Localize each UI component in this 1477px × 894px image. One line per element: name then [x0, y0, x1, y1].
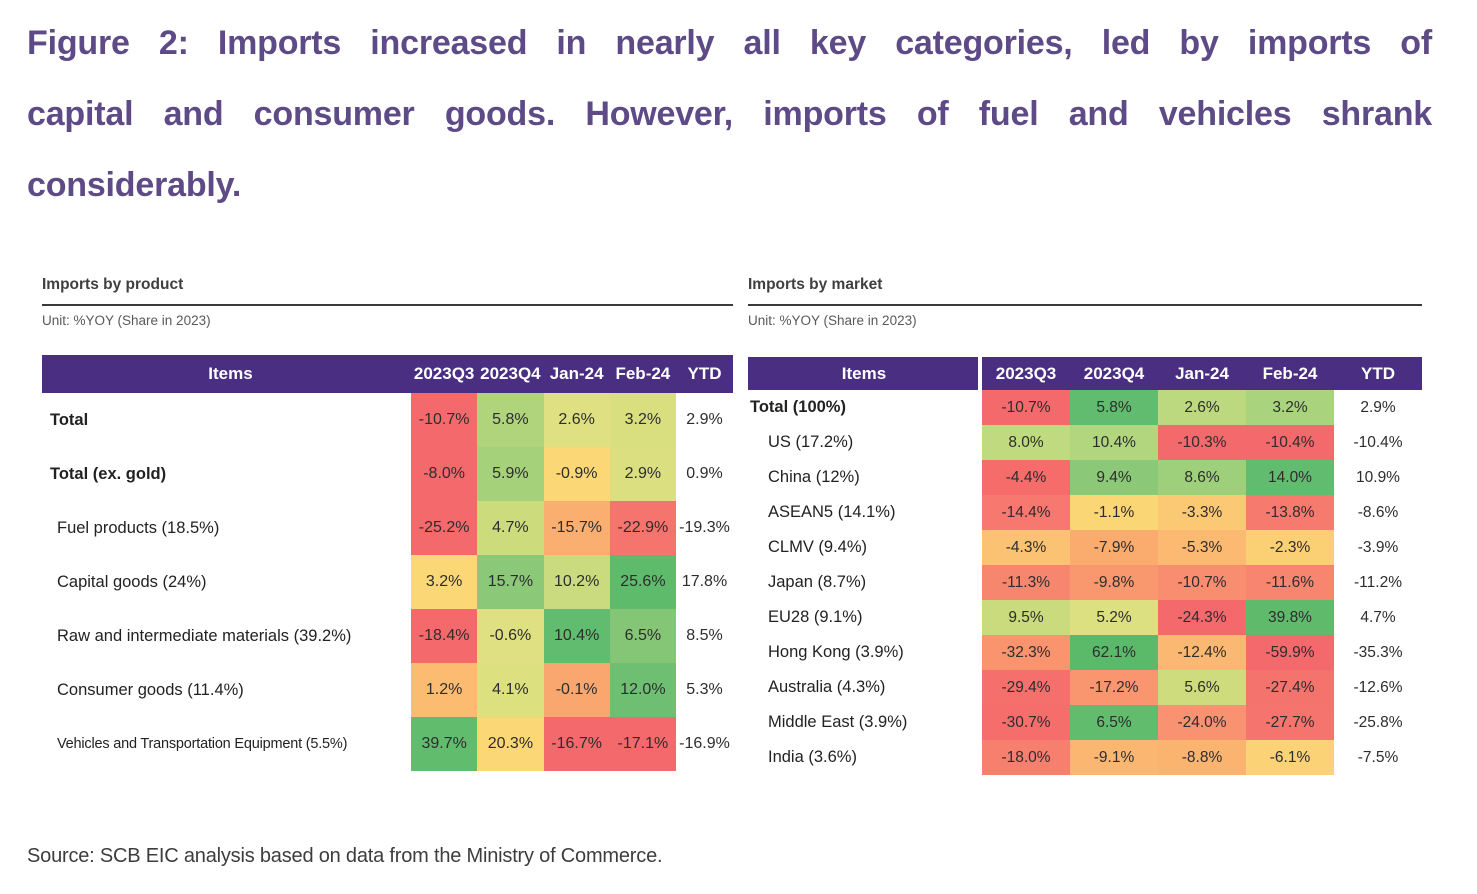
- heatmap-cell: 5.8%: [1070, 390, 1158, 425]
- ytd-value: -35.3%: [1353, 643, 1403, 661]
- row-label: Total: [50, 410, 89, 429]
- table-row: [42, 663, 733, 717]
- panel-heading: Imports by product: [42, 276, 733, 306]
- heatmap-cell: -10.4%: [1246, 425, 1334, 460]
- heatmap-cell: -9.1%: [1070, 740, 1158, 775]
- ytd-value: -3.9%: [1357, 538, 1399, 556]
- ytd-value: -7.5%: [1357, 748, 1399, 766]
- source-note: Source: SCB EIC analysis based on data from the Ministry of Commerce.: [27, 845, 663, 867]
- heatmap-cell: 15.7%: [477, 555, 543, 609]
- heatmap-cell: -13.8%: [1246, 495, 1334, 530]
- column-header: Jan-24: [549, 364, 604, 383]
- ytd-value: -12.6%: [1353, 678, 1403, 696]
- table-row: [748, 495, 1422, 530]
- table-row: [748, 670, 1422, 705]
- row-label: Japan (8.7%): [768, 573, 867, 591]
- heatmap-cell: -4.3%: [982, 530, 1070, 565]
- table-row: [42, 609, 733, 663]
- row-label: EU28 (9.1%): [768, 608, 863, 626]
- row-label: US (17.2%): [768, 433, 854, 451]
- row-label: Vehicles and Transportation Equipment (5.5%): [57, 736, 348, 752]
- heatmap-cell: -7.9%: [1070, 530, 1158, 565]
- heatmap-cell: 5.8%: [477, 393, 543, 447]
- heatmap-cell: 5.9%: [477, 447, 543, 501]
- heatmap-cell: 39.7%: [411, 717, 477, 771]
- ytd-value: -8.6%: [1357, 503, 1399, 521]
- heatmap-cell: -0.6%: [477, 609, 543, 663]
- heatmap-cell: 4.7%: [477, 501, 543, 555]
- heatmap-cell: -22.9%: [610, 501, 676, 555]
- heatmap-cell: -18.0%: [982, 740, 1070, 775]
- heatmap-cell: 6.5%: [610, 609, 676, 663]
- heatmap-cell: -17.1%: [610, 717, 676, 771]
- imports-by-market-table: [748, 357, 1422, 775]
- heatmap-cell: 2.9%: [610, 447, 676, 501]
- row-label: Consumer goods (11.4%): [57, 680, 244, 699]
- heatmap-cell: -1.1%: [1070, 495, 1158, 530]
- table-row: [748, 600, 1422, 635]
- heatmap-cell: 9.4%: [1070, 460, 1158, 495]
- ytd-value: -16.9%: [679, 735, 730, 752]
- table-row: [748, 530, 1422, 565]
- table-header-row: [748, 357, 1422, 390]
- heatmap-cell: -10.7%: [1158, 565, 1246, 600]
- heatmap-cell: -15.7%: [544, 501, 610, 555]
- ytd-value: -11.2%: [1354, 573, 1402, 591]
- figure-title-line-2: capital and consumer goods. However, imports of fuel and vehicles shrank: [27, 95, 1432, 133]
- heatmap-cell: -4.4%: [982, 460, 1070, 495]
- heatmap-cell: -11.3%: [982, 565, 1070, 600]
- column-header: YTD: [687, 364, 722, 383]
- column-header: Jan-24: [1175, 363, 1229, 383]
- table-row: [42, 717, 733, 771]
- heatmap-cell: 25.6%: [610, 555, 676, 609]
- heatmap-cell: -29.4%: [982, 670, 1070, 705]
- row-label: Capital goods (24%): [57, 572, 207, 591]
- heatmap-cell: 62.1%: [1070, 635, 1158, 670]
- heatmap-cell: 10.4%: [544, 609, 610, 663]
- table-row: [748, 705, 1422, 740]
- row-label: Total (100%): [750, 398, 846, 416]
- header-value-strip: [982, 357, 1422, 390]
- column-header: 2023Q4: [1083, 363, 1145, 383]
- heatmap-cell: 8.6%: [1158, 460, 1246, 495]
- row-label: Hong Kong (3.9%): [768, 643, 904, 661]
- heatmap-cell: 5.6%: [1158, 670, 1246, 705]
- heatmap-cell: -24.0%: [1158, 705, 1246, 740]
- heatmap-cell: -18.4%: [411, 609, 477, 663]
- row-label: ASEAN5 (14.1%): [768, 503, 896, 521]
- panel-unit: Unit: %YOY (Share in 2023): [42, 313, 211, 328]
- heatmap-cell: -10.7%: [411, 393, 477, 447]
- table-row: [748, 390, 1422, 425]
- imports-by-market-panel: [748, 276, 1422, 766]
- ytd-value: 10.9%: [1356, 468, 1400, 486]
- heatmap-cell: 20.3%: [477, 717, 543, 771]
- heatmap-cell: -8.0%: [411, 447, 477, 501]
- column-header: Feb-24: [1262, 363, 1318, 383]
- heatmap-cell: -30.7%: [982, 705, 1070, 740]
- row-label: Australia (4.3%): [768, 678, 886, 696]
- heatmap-cell: -24.3%: [1158, 600, 1246, 635]
- row-label: China (12%): [768, 468, 860, 486]
- heatmap-cell: -25.2%: [411, 501, 477, 555]
- row-label: CLMV (9.4%): [768, 538, 868, 556]
- heatmap-cell: -9.8%: [1070, 565, 1158, 600]
- heatmap-cell: -27.4%: [1246, 670, 1334, 705]
- ytd-value: -19.3%: [679, 519, 730, 536]
- heatmap-cell: 2.6%: [1158, 390, 1246, 425]
- heatmap-cell: -5.3%: [1158, 530, 1246, 565]
- heatmap-cell: -16.7%: [544, 717, 610, 771]
- ytd-value: -10.4%: [1353, 433, 1403, 451]
- table-row: [42, 393, 733, 447]
- heatmap-cell: 3.2%: [610, 393, 676, 447]
- heatmap-cell: 2.6%: [544, 393, 610, 447]
- heatmap-cell: 3.2%: [1246, 390, 1334, 425]
- heatmap-cell: 5.2%: [1070, 600, 1158, 635]
- row-label: Fuel products (18.5%): [57, 518, 220, 537]
- ytd-value: 17.8%: [681, 573, 728, 590]
- ytd-value: -25.8%: [1353, 713, 1403, 731]
- figure-title-line-3: considerably.: [27, 166, 242, 204]
- heatmap-cell: -10.3%: [1158, 425, 1246, 460]
- heatmap-cell: 14.0%: [1246, 460, 1334, 495]
- ytd-value: 0.9%: [686, 465, 723, 482]
- heatmap-cell: -10.7%: [982, 390, 1070, 425]
- heatmap-cell: -32.3%: [982, 635, 1070, 670]
- heatmap-cell: 9.5%: [982, 600, 1070, 635]
- heatmap-cell: -2.3%: [1246, 530, 1334, 565]
- figure-title: [27, 8, 1432, 221]
- heatmap-cell: 8.0%: [982, 425, 1070, 460]
- row-label: Raw and intermediate materials (39.2%): [57, 626, 352, 645]
- table-header-row: [42, 355, 733, 393]
- row-label: India (3.6%): [768, 748, 857, 766]
- heatmap-cell: -14.4%: [982, 495, 1070, 530]
- table-row: [42, 447, 733, 501]
- heatmap-cell: 39.8%: [1246, 600, 1334, 635]
- heatmap-cell: -59.9%: [1246, 635, 1334, 670]
- figure-title-line-1: Figure 2: Imports increased in nearly all key categories, led by imports of: [27, 24, 1432, 62]
- ytd-value: 2.9%: [1360, 398, 1396, 416]
- heatmap-cell: 10.4%: [1070, 425, 1158, 460]
- table-row: [748, 425, 1422, 460]
- heatmap-cell: 6.5%: [1070, 705, 1158, 740]
- table-row: [748, 740, 1422, 775]
- heatmap-cell: 1.2%: [411, 663, 477, 717]
- heatmap-cell: -8.8%: [1158, 740, 1246, 775]
- heatmap-cell: 3.2%: [411, 555, 477, 609]
- panel-heading: Imports by market: [748, 276, 1422, 306]
- column-header: Feb-24: [615, 364, 671, 383]
- heatmap-cell: -3.3%: [1158, 495, 1246, 530]
- heatmap-cell: 12.0%: [610, 663, 676, 717]
- ytd-value: 2.9%: [686, 411, 723, 428]
- imports-by-product-panel: [42, 276, 733, 752]
- table-row: [42, 501, 733, 555]
- column-header-items: Items: [748, 357, 978, 390]
- heatmap-cell: 10.2%: [544, 555, 610, 609]
- column-header: 2023Q4: [480, 364, 541, 383]
- column-header: 2023Q3: [413, 364, 475, 383]
- heatmap-cell: -0.1%: [544, 663, 610, 717]
- heatmap-cell: -0.9%: [544, 447, 610, 501]
- heatmap-cell: -6.1%: [1246, 740, 1334, 775]
- imports-by-product-table: [42, 355, 733, 771]
- heatmap-cell: -12.4%: [1158, 635, 1246, 670]
- heatmap-cell: -11.6%: [1246, 565, 1334, 600]
- heatmap-cell: -17.2%: [1070, 670, 1158, 705]
- row-label: Total (ex. gold): [50, 464, 167, 483]
- table-row: [42, 555, 733, 609]
- table-row: [748, 635, 1422, 670]
- heatmap-cell: -27.7%: [1246, 705, 1334, 740]
- table-row: [748, 460, 1422, 495]
- column-header: 2023Q3: [995, 363, 1057, 383]
- row-label: Middle East (3.9%): [768, 713, 908, 731]
- heatmap-cell: 4.1%: [477, 663, 543, 717]
- ytd-value: 4.7%: [1360, 608, 1396, 626]
- column-header-items: Items: [42, 355, 411, 393]
- panel-unit: Unit: %YOY (Share in 2023): [748, 313, 917, 328]
- ytd-value: 5.3%: [686, 681, 723, 698]
- ytd-value: 8.5%: [686, 627, 723, 644]
- table-row: [748, 565, 1422, 600]
- column-header: YTD: [1361, 363, 1395, 383]
